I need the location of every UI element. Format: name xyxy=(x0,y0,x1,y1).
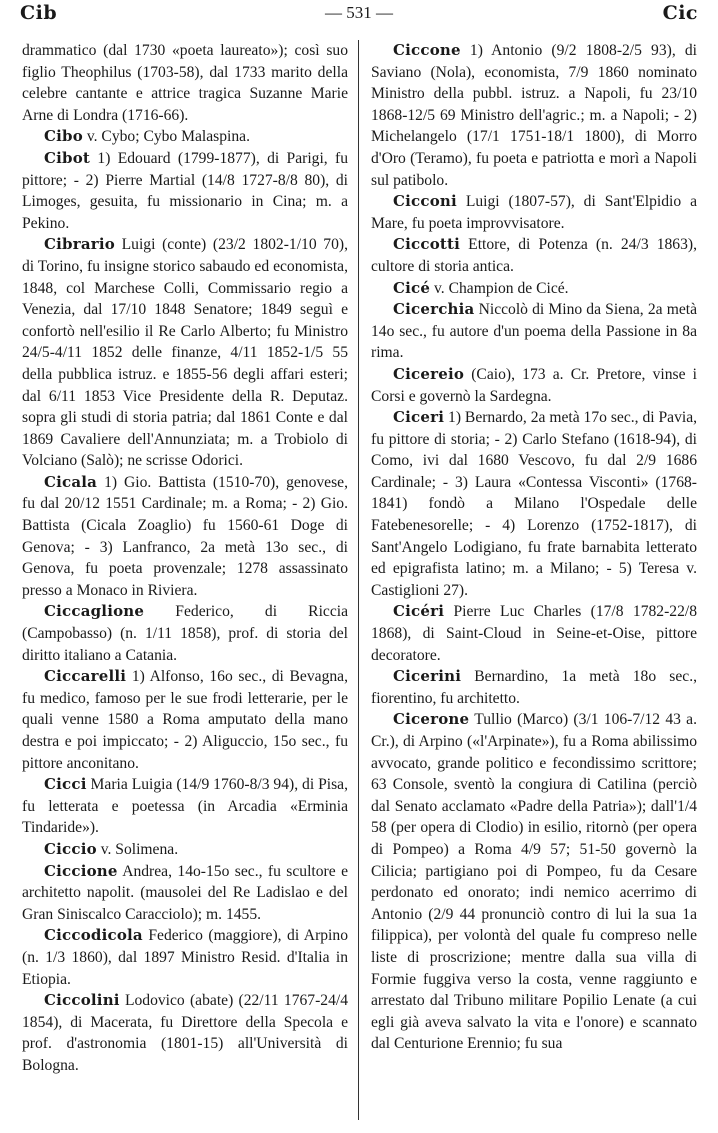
dictionary-entry xyxy=(22,472,348,602)
dictionary-entry xyxy=(22,601,348,666)
entry-headword: Ciccione xyxy=(44,861,118,880)
entry-text: 1) Alfonso, 16o sec., di Bevagna, fu medico, famoso per le sue frodi letterarie, per le quali venne 1580 a Roma amputato della mano destra e poi impiccato; - 2) Aliguccio, 15o sec., fu pittore anconitano. xyxy=(22,668,348,772)
entry-text: Niccolò di Mino da Siena, 2a metà 14o sec., fu autore d'un poema della Passione in 8a rima. xyxy=(371,301,697,362)
dictionary-entry xyxy=(371,407,697,601)
entry-text: Andrea, 14o-15o sec., fu scultore e architetto napolit. (mausolei del Re Ladislao e del Gran Siniscalco Caracciolo); m. 1455. xyxy=(22,862,348,923)
dictionary-entry xyxy=(22,990,348,1076)
dictionary-entry xyxy=(22,861,348,926)
left-running-head: Cib xyxy=(20,2,58,24)
dictionary-entry xyxy=(22,925,348,990)
dictionary-entry xyxy=(22,666,348,774)
dictionary-entry xyxy=(371,40,697,191)
dictionary-entry xyxy=(371,709,697,1055)
entry-text: Tullio (Marco) (3/1 106-7/12 43 a. Cr.), di Arpino («l'Arpinate»), fu a Roma abilissimo avvocato, grande politico e fecondissimo scrittore; 63 Console, sventò la congiura di Catilina (perciò dal Senato acclamato «Padre della Patria»); dall'1/4 58 (per opera di Clodio) in esilio, ritornò (per opera di Pompeo) a Roma 4/9 57; 51-50 governò la Cilicia; partigiano poi di Pompeo, fu da Cesare perdonato ed onorato; indi nemico acerrimo di Antonio (2/9 44 pronunciò contro di lui la sua 1a filippica), per volontà del quale fu compreso nelle liste di proscrizione; mentre dalla sua villa di Formie fuggiva verso la costa, venne raggiunto e arrestato dal Tribuno militare Popilio Lenate (a cui egli già aveva salvato la vita e l'onore) e scannato dal Centurione Erennio; fu sua xyxy=(371,711,697,1053)
entry-headword: Cicerini xyxy=(393,667,462,686)
dictionary-entry xyxy=(371,299,697,364)
dictionary-entry xyxy=(22,234,348,472)
right-column xyxy=(371,40,697,1055)
column-divider xyxy=(358,40,359,1120)
entry-headword: Cibot xyxy=(44,148,91,167)
dictionary-entry xyxy=(371,191,697,234)
entry-text: 1) Edouard (1799-1877), di Parigi, fu pittore; - 2) Pierre Martial (14/8 1727-8/8 80), di Limoges, gesuita, fu missionario in Cina; m. a Pekino. xyxy=(22,149,348,232)
entry-headword: Ciceri xyxy=(393,408,445,427)
entry-text: Luigi (conte) (23/2 1802-1/10 70), di Torino, fu insigne storico sabaudo ed economista, 1848, col Marchese Colli, Commissario regio a Venezia, dal 17/10 1848 Senatore; 1849 seguì e confortò nell'esilio il Re Carlo Alberto; fu Ministro 24/5-4/11 1852 delle finanze, 4/11 1852-1/5 55 della pubblica istruz. e 1855-56 degli affari esteri; dal 6/11 1853 Vice Presidente della R. Deputaz. sopra gli studi di storia patria; dal 1861 Conte e dal 1869 Cavaliere dell'Annunziata; m. a Trobiolo di Volciano (Salò); ne scrisse Odorici. xyxy=(22,236,348,470)
page-number: — 531 — xyxy=(325,3,393,22)
right-running-head: Cic xyxy=(662,2,698,24)
dictionary-entry xyxy=(371,364,697,407)
entry-headword: Ciccotti xyxy=(393,235,461,254)
dictionary-entry xyxy=(371,278,697,300)
entry-headword: Cicé xyxy=(393,278,431,297)
entry-headword: Ciccodicola xyxy=(44,926,143,945)
entry-headword: Cicci xyxy=(44,775,87,794)
entry-headword: Cibrario xyxy=(44,235,115,254)
entry-headword: Cicconi xyxy=(393,192,457,211)
entry-text: Federico, di Riccia (Campobasso) (n. 1/11 1858), prof. di storia del diritto italiano a Catania. xyxy=(22,603,348,664)
entry-text: Pierre Luc Charles (17/8 1782-22/8 1868), di Saint-Cloud in Seine-et-Oise, pittore decoratore. xyxy=(371,603,697,664)
entry-text: v. Cybo; Cybo Malaspina. xyxy=(82,128,250,146)
dictionary-entry xyxy=(371,601,697,666)
entry-headword: Ciccarelli xyxy=(44,667,127,686)
entry-text: v. Solimena. xyxy=(96,840,179,858)
entry-text: 1) Antonio (9/2 1808-2/5 93), di Saviano (Nola), economista, 7/9 1860 nominato Ministro della pubbl. istruz. a Napoli, fu 23/10 1868-12/5 69 Ministro dell'agric.; m. a Napoli; - 2) Michelangelo (17/1 1751-18/1 1800), di Morro d'Oro (Teramo), fu poeta e patriotta e morì a Napoli sul patibolo. xyxy=(371,42,697,189)
entry-headword: Cicerone xyxy=(393,710,470,729)
left-column xyxy=(22,40,348,1077)
dictionary-entry xyxy=(22,40,348,126)
page-header xyxy=(0,0,718,34)
entry-text: 1) Gio. Battista (1510-70), genovese, fu dal 20/12 1551 Cardinale; m. a Roma; - 2) Gio. Battista (Cicala Zoaglio) fu 1560-61 Doge di Genova; - 3) Lanfranco, 2a metà 13o sec., di Genova, fu poeta provenzale; 1278 assassinato presso a Monaco in Riviera. xyxy=(22,473,348,599)
entry-text: (Caio), 173 a. Cr. Pretore, vinse i Corsi e governò la Sardegna. xyxy=(371,365,697,405)
entry-headword: Cicala xyxy=(44,472,98,491)
entry-headword: Ciccolini xyxy=(44,991,120,1010)
dictionary-entry xyxy=(371,234,697,277)
entry-text: Ettore, di Potenza (n. 24/3 1863), cultore di storia antica. xyxy=(371,236,697,275)
entry-text: Bernardino, 1a metà 18o sec., fiorentino, fu architetto. xyxy=(371,668,697,707)
dictionary-entry xyxy=(22,148,348,234)
dictionary-entry xyxy=(22,774,348,839)
entry-headword: Ciccio xyxy=(44,839,97,858)
entry-text: Lodovico (abate) (22/11 1767-24/4 1854), di Macerata, fu Direttore della Specola e prof. d'astronomia (1801-15) all'Università di Bologna. xyxy=(22,992,348,1074)
entry-headword: Cicereio xyxy=(393,364,465,383)
entry-headword: Ciccone xyxy=(393,41,461,59)
entry-headword: Ciccaglione xyxy=(44,602,145,621)
entry-text: Luigi (1807-57), di Sant'Elpidio a Mare, fu poeta improvvisatore. xyxy=(371,193,697,232)
entry-text: Federico (maggiore), di Arpino (n. 1/3 1860), dal 1897 Ministro Resid. d'Italia in Etiopia. xyxy=(22,927,348,988)
entry-text: 1) Bernardo, 2a metà 17o sec., di Pavia, fu pittore di storia; - 2) Carlo Stefano (1618-94), di Como, ivi dal 1680 Vescovo, fu dal 2/9 1686 Cardinale; - 3) Laura «Contessa Visconti» (1768-1841) fondò a Milano l'Ospedale delle Fatebenesorelle; - 4) Lorenzo (1752-1817), di Sant'Angelo Lodigiano, fu frate barnabita letterato ed epigrafista latino; m. a Milano; - 5) Teresa v. Castiglioni 27). xyxy=(371,409,698,599)
dictionary-entry xyxy=(22,126,348,148)
entry-headword: Cibo xyxy=(44,127,83,146)
entry-headword: Cicerchia xyxy=(393,300,475,319)
dictionary-entry xyxy=(371,666,697,709)
entry-text: v. Champion de Cicé. xyxy=(430,279,569,297)
entry-text: Maria Luigia (14/9 1760-8/3 94), di Pisa, fu letterata e poetessa (in Arcadia «Erminia Tindaride»). xyxy=(22,776,348,837)
dictionary-entry xyxy=(22,839,348,861)
entry-text: drammatico (dal 1730 «poeta laureato»); così suo figlio Theophilus (1703-58), dal 1733 marito della celebre cantante e attrice tragica Suzanne Marie Arne di Londra (1716-66). xyxy=(22,42,348,124)
entry-headword: Cicéri xyxy=(393,602,445,621)
